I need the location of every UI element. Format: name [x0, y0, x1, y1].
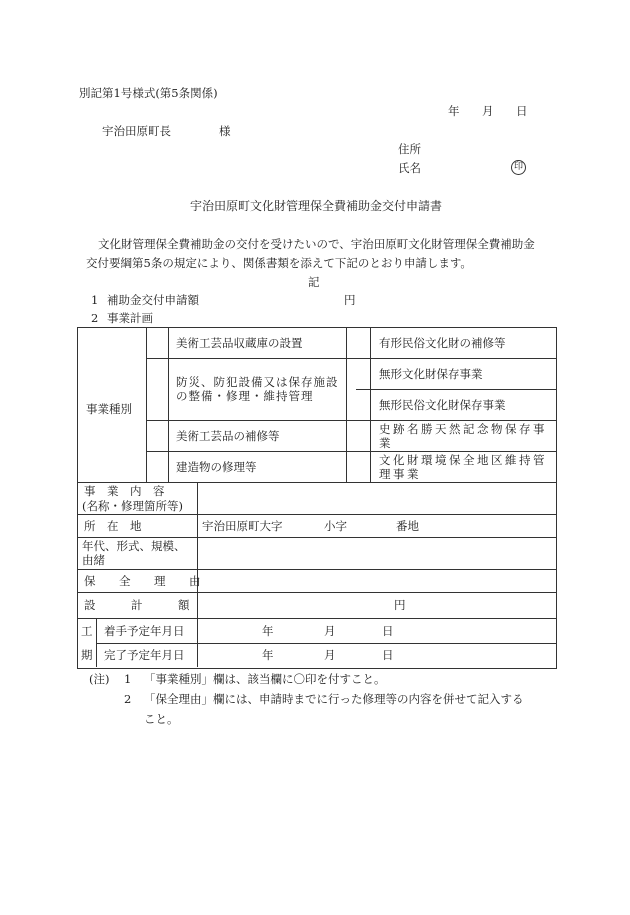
type-intangible: 無形文化財保存事業 — [379, 367, 483, 381]
ki-marker: 記 — [308, 275, 320, 289]
type-checkbox-3[interactable] — [148, 422, 166, 449]
start-day: 日 — [382, 624, 394, 638]
type-checkbox-5[interactable] — [348, 329, 368, 356]
start-year: 年 — [262, 624, 274, 638]
type-checkbox-9[interactable] — [348, 453, 368, 480]
type-checkbox-1[interactable] — [148, 329, 166, 356]
start-date-label: 着手予定年月日 — [104, 624, 185, 638]
note-1-number: 1 — [124, 672, 132, 686]
item1-label: 補助金交付申請額 — [107, 293, 199, 307]
type-disaster-prevention: 防災、防犯設備又は保存施設の整備・修理・維持管理 — [176, 375, 339, 403]
form-number: 別記第1号様式(第5条関係) — [79, 86, 218, 100]
type-checkbox-7[interactable] — [348, 391, 368, 418]
type-checkbox-4[interactable] — [148, 453, 166, 480]
end-month: 月 — [324, 648, 336, 662]
end-day: 日 — [382, 648, 394, 662]
type-art-repair: 美術工芸品の補修等 — [176, 429, 280, 443]
type-intangible-folk: 無形民俗文化財保存事業 — [379, 398, 506, 412]
type-checkbox-2[interactable] — [148, 360, 166, 418]
document-title: 宇治田原町文化財管理保全費補助金交付申請書 — [190, 199, 443, 213]
design-amount-unit: 円 — [394, 598, 406, 612]
name-label: 氏名 — [398, 161, 421, 175]
history-field[interactable] — [199, 539, 553, 567]
type-checkbox-6[interactable] — [348, 360, 368, 387]
type-folk-repair: 有形民俗文化財の補修等 — [379, 336, 506, 350]
intro-line-2: 交付要綱第5条の規定により、関係書類を添えて下記のとおり申請します。 — [86, 256, 472, 270]
type-environment: 文化財環境保全地区維持管理事業 — [379, 453, 547, 481]
construction-label-2: 期 — [81, 648, 93, 662]
date-month: 月 — [482, 104, 494, 118]
type-storage-installation: 美術工芸品収蔵庫の設置 — [176, 336, 303, 350]
type-checkbox-8[interactable] — [348, 422, 368, 449]
date-year: 年 — [448, 104, 460, 118]
reason-label: 保 全 理 由 — [84, 574, 207, 588]
notes-label: (注) — [89, 672, 110, 686]
note-2-line2: こと。 — [144, 712, 179, 726]
date-day: 日 — [516, 104, 528, 118]
recipient-honorific: 様 — [219, 124, 231, 138]
item1-number: 1 — [91, 293, 99, 307]
type-historic-site: 史跡名勝天然記念物保存事業 — [379, 422, 547, 450]
note-2-number: 2 — [124, 692, 132, 706]
start-month: 月 — [324, 624, 336, 638]
location-banchi: 番地 — [396, 519, 419, 533]
end-date-label: 完了予定年月日 — [104, 648, 185, 662]
item1-unit: 円 — [344, 293, 356, 307]
item2-label: 事業計画 — [107, 311, 153, 325]
seal-mark: 印 — [511, 160, 526, 175]
business-type-label: 事業種別 — [86, 402, 132, 416]
reason-field[interactable] — [199, 571, 553, 590]
location-aza: 小字 — [324, 519, 347, 533]
construction-label-1: 工 — [81, 624, 93, 638]
end-year: 年 — [262, 648, 274, 662]
content-label-line1: 事 業 内 容 — [84, 484, 165, 498]
content-label-line2: (名称・修理箇所等) — [82, 499, 183, 513]
location-label: 所 在 地 — [84, 519, 142, 533]
item2-number: 2 — [91, 311, 99, 325]
design-amount-label: 設 計 額 — [84, 598, 202, 612]
type-building-repair: 建造物の修理等 — [176, 460, 257, 474]
location-town: 宇治田原町大字 — [202, 519, 283, 533]
history-label: 年代、形式、規模、由緒 — [82, 539, 186, 567]
recipient-name: 宇治田原町長 — [102, 124, 171, 138]
address-label: 住所 — [398, 142, 421, 156]
intro-line-1: 文化財管理保全費補助金の交付を受けたいので、宇治田原町文化財管理保全費補助金 — [98, 237, 535, 251]
note-2-line1: 「保全理由」欄には、申請時までに行った修理等の内容を併せて記入する — [144, 692, 524, 706]
note-1-text: 「事業種別」欄は、該当欄に〇印を付すこと。 — [144, 672, 386, 686]
content-field[interactable] — [199, 484, 553, 512]
